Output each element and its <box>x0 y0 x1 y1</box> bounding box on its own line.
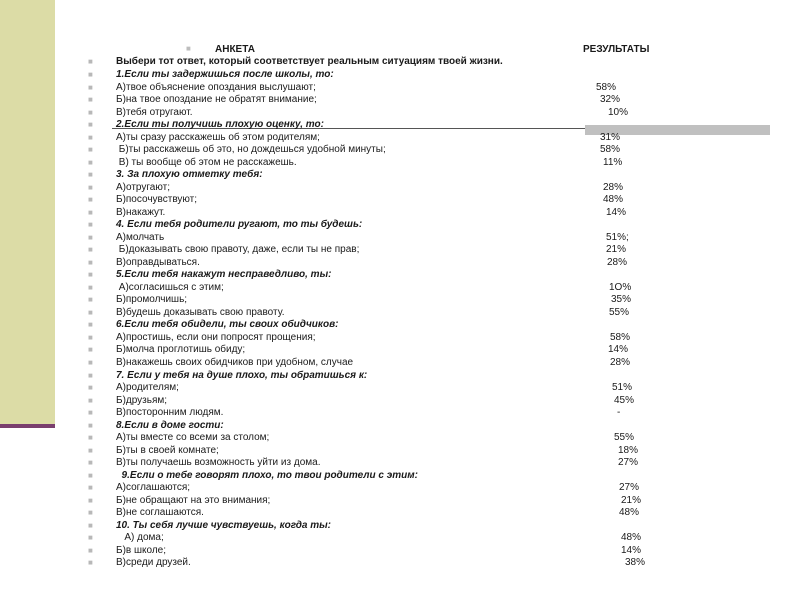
question-row <box>0 470 800 482</box>
bullet-icon: ■ <box>88 207 93 217</box>
bullet-icon: ■ <box>88 332 93 342</box>
answer-text: А)соглашаются; <box>116 482 191 494</box>
result-percent: 58% <box>596 81 617 93</box>
answer-text: А) дома; <box>116 532 164 544</box>
answer-text: А)молчать <box>116 231 165 243</box>
bullet-icon: ■ <box>88 408 93 417</box>
answer-row <box>0 344 800 356</box>
result-percent: 48% <box>621 532 642 544</box>
answer-row <box>0 407 800 419</box>
answer-row <box>0 94 800 106</box>
bullet-icon: ■ <box>88 495 93 505</box>
answer-row <box>0 157 800 169</box>
answer-text: Б)промолчишь; <box>116 294 188 306</box>
result-percent: 55% <box>609 306 630 318</box>
result-percent: 27% <box>618 457 639 469</box>
answer-row <box>0 182 800 194</box>
bullet-icon: ■ <box>88 245 93 255</box>
result-percent: 28% <box>610 357 631 368</box>
result-percent: 11% <box>603 156 623 168</box>
bullet-icon: ■ <box>88 132 93 142</box>
question-row <box>0 420 800 432</box>
bullet-icon: ■ <box>88 520 93 530</box>
question-text: 2.Если ты получишь плохую оценку, то: <box>116 119 324 131</box>
bullet-icon: ■ <box>88 483 93 493</box>
answer-row <box>0 307 800 319</box>
bullet-icon: ■ <box>88 107 93 117</box>
answer-text: Б)в школе; <box>116 544 167 556</box>
bullet-icon: ■ <box>88 220 93 230</box>
result-percent: 48% <box>603 194 624 206</box>
bullet-icon: ■ <box>88 445 93 455</box>
question-row <box>0 169 800 181</box>
answer-text: В)накажут. <box>116 206 166 218</box>
bullet-icon: ■ <box>88 307 93 317</box>
result-percent: 48% <box>619 507 640 519</box>
answer-row <box>0 244 800 256</box>
bullet-icon: ■ <box>88 533 93 543</box>
intro-row <box>0 56 800 68</box>
answer-text: А)твое объяснение опоздания выслушают; <box>116 81 316 93</box>
bullet-icon: ■ <box>88 295 93 305</box>
result-percent: 27% <box>619 482 640 494</box>
bullet-icon: ■ <box>88 182 93 192</box>
bullet-icon: ■ <box>88 70 93 79</box>
answer-row <box>0 432 800 444</box>
bullet-icon: ■ <box>88 57 93 66</box>
bullet-icon: ■ <box>88 358 93 367</box>
results-title: РЕЗУЛЬТАТЫ <box>583 44 650 55</box>
answer-text: Б)на твое опоздание не обратят внимание; <box>116 94 317 105</box>
question-row <box>0 269 800 281</box>
bullet-icon: ■ <box>88 558 93 568</box>
bullet-icon: ■ <box>88 95 93 104</box>
result-percent: 18% <box>618 444 639 456</box>
result-percent: 51%; <box>606 231 629 243</box>
question-row <box>0 69 800 81</box>
result-percent: 38% <box>625 557 646 569</box>
result-percent: 31% <box>600 131 621 143</box>
answer-row <box>0 207 800 219</box>
question-row <box>0 219 800 231</box>
answer-row <box>0 82 800 94</box>
answer-row <box>0 132 800 144</box>
question-row <box>0 119 800 131</box>
result-percent: 10% <box>608 106 629 118</box>
answer-text: В) ты вообще об этом не расскажешь. <box>116 156 297 168</box>
survey-title: АНКЕТА <box>215 44 255 55</box>
answer-row <box>0 457 800 469</box>
bullet-icon: ■ <box>88 257 93 267</box>
answer-text: Б)ты в своей комнате; <box>116 444 219 456</box>
result-percent: 58% <box>600 144 621 156</box>
bullet-icon: ■ <box>88 232 93 242</box>
question-text: 7. Если у тебя на душе плохо, ты обратишься к: <box>116 369 368 381</box>
result-percent: 14% <box>606 206 627 218</box>
answer-text: Б)ты расскажешь об это, но дождешься удобной минуты; <box>116 144 386 156</box>
result-percent: 32% <box>600 94 621 105</box>
result-percent: 28% <box>603 181 624 193</box>
answer-row <box>0 395 800 407</box>
answer-text: В)накажешь своих обидчиков при удобном, случае <box>116 357 354 368</box>
bullet-icon: ■ <box>88 470 93 480</box>
bullet-icon: ■ <box>88 195 93 205</box>
bullet-icon: ■ <box>88 82 93 92</box>
bullet-icon: ■ <box>88 120 93 130</box>
bullet-icon: ■ <box>88 170 93 180</box>
result-percent: 21% <box>621 494 642 506</box>
answer-row <box>0 194 800 206</box>
answer-row <box>0 532 800 544</box>
question-text: 6.Если тебя обидели, ты своих обидчиков: <box>116 319 339 331</box>
question-text: 10. Ты себя лучше чувствуешь, когда ты: <box>116 519 332 531</box>
answer-text: В)ты получаешь возможность уйти из дома. <box>116 457 321 469</box>
answer-row <box>0 232 800 244</box>
answer-row <box>0 357 800 369</box>
answer-row <box>0 294 800 306</box>
answer-text: А)родителям; <box>116 382 179 393</box>
question-text: 9.Если о тебе говорят плохо, то твои родители с этим: <box>116 469 418 481</box>
bullet-icon: ■ <box>88 545 93 555</box>
question-text: 8.Если в доме гости: <box>116 419 224 431</box>
answer-row <box>0 332 800 344</box>
result-percent: 28% <box>607 256 628 268</box>
question-text: 3. За плохую отметку тебя: <box>116 169 263 181</box>
answer-row <box>0 107 800 119</box>
answer-row <box>0 282 800 294</box>
result-percent: 21% <box>606 244 627 256</box>
question-row <box>0 520 800 532</box>
question-row <box>0 370 800 382</box>
answer-text: А)ты вместе со всеми за столом; <box>116 432 270 444</box>
bullet-icon: ■ <box>88 345 93 355</box>
answer-row <box>0 507 800 519</box>
result-percent: 14% <box>608 344 629 356</box>
bullet-icon: ■ <box>88 270 93 280</box>
bullet-icon: ■ <box>88 420 93 430</box>
result-percent: - <box>617 407 621 418</box>
question-row <box>0 319 800 331</box>
answer-text: Б)молча проглотишь обиду; <box>116 344 246 356</box>
bullet-icon: ■ <box>186 44 191 53</box>
question-text: 5.Если тебя накажут несправедливо, ты: <box>116 269 332 281</box>
bullet-icon: ■ <box>88 433 93 443</box>
answer-row <box>0 144 800 156</box>
answer-text: Б)доказывать свою правоту, даже, если ты не прав; <box>116 244 360 256</box>
bullet-icon: ■ <box>88 282 93 292</box>
result-percent: 35% <box>611 294 632 306</box>
answer-row <box>0 257 800 269</box>
bullet-icon: ■ <box>88 145 93 155</box>
answer-text: В)будешь доказывать свою правоту. <box>116 306 285 318</box>
question-text: 1.Если ты задержишься после школы, то: <box>116 69 334 80</box>
answer-text: В)посторонним людям. <box>116 407 224 418</box>
answer-row <box>0 445 800 457</box>
answer-text: В)не соглашаются. <box>116 507 204 519</box>
bullet-icon: ■ <box>88 458 93 468</box>
result-percent: 55% <box>614 432 635 444</box>
bullet-icon: ■ <box>88 320 93 330</box>
result-percent: 51% <box>612 382 633 393</box>
bullet-icon: ■ <box>88 508 93 518</box>
answer-row <box>0 545 800 557</box>
bullet-icon: ■ <box>88 395 93 405</box>
answer-text: В)оправдываться. <box>116 256 200 268</box>
answer-text: А)отругают; <box>116 181 170 193</box>
bullet-icon: ■ <box>88 383 93 392</box>
answer-row <box>0 557 800 569</box>
bullet-icon: ■ <box>88 157 93 167</box>
answer-text: А)согласишься с этим; <box>116 281 224 293</box>
answer-text: В)тебя отругают. <box>116 106 193 118</box>
answer-text: А)ты сразу расскажешь об этом родителям; <box>116 131 320 143</box>
bullet-icon: ■ <box>88 370 93 380</box>
answer-text: Б)посочувствуют; <box>116 194 198 206</box>
result-percent: 1O% <box>609 281 632 293</box>
result-percent: 14% <box>621 544 642 556</box>
question-text: 4. Если тебя родители ругают, то ты будешь: <box>116 219 363 231</box>
result-percent: 58% <box>610 331 631 343</box>
answer-row <box>0 382 800 394</box>
answer-text: В)среди друзей. <box>116 557 191 569</box>
answer-text: А)простишь, если они попросят прощения; <box>116 331 316 343</box>
answer-row <box>0 495 800 507</box>
answer-text: Б)не обращают на это внимания; <box>116 494 271 506</box>
answer-row <box>0 482 800 494</box>
intro-text: Выбери тот ответ, который соответствует реальным ситуациям твоей жизни. <box>116 56 503 67</box>
header-row <box>0 44 800 56</box>
answer-text: Б)друзьям; <box>116 394 168 406</box>
result-percent: 45% <box>614 394 635 406</box>
